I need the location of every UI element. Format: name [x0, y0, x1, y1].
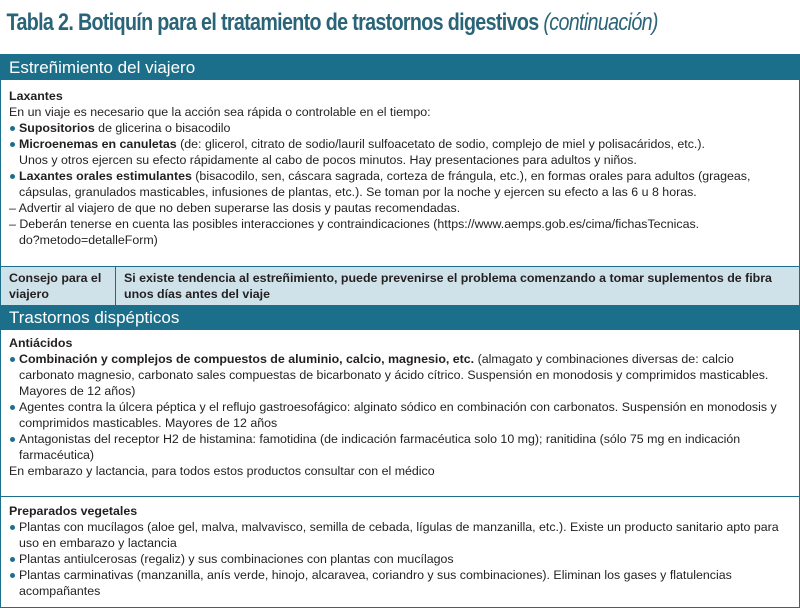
- laxantes-intro: En un viaje es necesario que la acción sea rápida o controlable en el tiempo:: [9, 105, 431, 119]
- laxantes-heading: Laxantes: [9, 89, 63, 103]
- list-item: [9, 168, 789, 200]
- list-item: Plantas con mucílagos (aloe gel, malva, malvavisco, semilla de cebada, lígulas de manzanilla, etc.). Existe un producto sanitario apto para uso en embarazo y lactancia: [9, 519, 789, 551]
- consejo-text: Si existe tendencia al estreñimiento, puede prevenirse el problema comenzando a tomar suplementos de fibra unos días antes del viaje: [124, 271, 772, 301]
- laxantes-block: [9, 88, 789, 248]
- list-item: Agentes contra la úlcera péptica y el reflujo gastroesofágico: alginato sódico en combinación con carbonatos. Suspensión en monodosis y comprimidos masticables. Mayores de 12 años: [9, 399, 789, 431]
- antiacidos-heading: Antiácidos: [9, 336, 73, 350]
- title-main: Tabla 2. Botiquín para el tratamiento de trastornos digestivos: [6, 9, 539, 36]
- preparados-block: [9, 503, 789, 599]
- list-item: [9, 120, 789, 136]
- item-bold: Laxantes orales estimulantes: [19, 169, 192, 183]
- section-header-estrenimiento: Estreñimiento del viajero: [1, 55, 799, 80]
- consejo-label: Consejo para el viajero: [1, 267, 116, 305]
- table-frame: [0, 54, 800, 608]
- note-interacciones-continuation: do?metodo=detalleForm): [19, 233, 158, 247]
- item-text: (de: glicerol, citrato de sodio/lauril sulfoacetato de sodio, complejo de miel y polisacáridos, etc.).: [176, 137, 705, 151]
- list-item: [9, 136, 789, 152]
- item-bold: Supositorios: [19, 121, 95, 135]
- note-dosis: – Advertir al viajero de que no deben superarse las dosis y pautas recomendadas.: [9, 201, 461, 215]
- list-item: Antagonistas del receptor H2 de histamina: famotidina (de indicación farmacéutica solo 10 mg); ranitidina (sólo 75 mg en indicación farmacéutica): [9, 431, 789, 463]
- table-title: [0, 0, 663, 46]
- list-item: [9, 351, 789, 399]
- note-interacciones: – Deberán tenerse en cuenta las posibles interacciones y contraindicaciones (https://www.aemps.gob.es/cima/fichasTecnicas.: [9, 217, 700, 231]
- consejo-row: [1, 266, 799, 306]
- preparados-heading: Preparados vegetales: [9, 504, 138, 518]
- item-text: (almagato y combinaciones diversas de: calcio carbonato magnesio, carbonato sales compuestas de bicarbonato y ácido cítrico. Suspensión en monodosis y comprimidos masticables. Mayores de 12 años): [19, 352, 769, 398]
- section-header-dispepticos: Trastornos dispépticos: [1, 305, 799, 330]
- antiacidos-block: [9, 335, 789, 479]
- title-continuation: (continuación): [543, 9, 658, 36]
- item-text: de glicerina o bisacodilo: [94, 121, 231, 135]
- antiacidos-note: En embarazo y lactancia, para todos estos productos consultar con el médico: [9, 464, 435, 478]
- list-item: Plantas carminativas (manzanilla, anís verde, hinojo, alcaravea, coriandro y sus combinaciones). Eliminan los gases y flatulencias acompañantes: [9, 567, 789, 599]
- item-bold: Microenemas en canuletas: [19, 137, 177, 151]
- item-bold: Combinación y complejos de compuestos de aluminio, calcio, magnesio, etc.: [19, 352, 475, 366]
- section-divider: [1, 496, 799, 497]
- list-item: Plantas antiulcerosas (regaliz) y sus combinaciones con plantas con mucílagos: [9, 551, 789, 567]
- item-text: (bisacodilo, sen, cáscara sagrada, corteza de frángula, etc.), en formas orales para adultos (grageas, cápsulas, granulados masticables, infusiones de plantas, etc.). Se toman por la noche y ejercen su efecto a las 6 u 8 horas.: [19, 169, 751, 199]
- list-item-continuation: Unos y otros ejercen su efecto rápidamente al cabo de pocos minutos. Hay presentaciones para adultos y niños.: [19, 153, 637, 167]
